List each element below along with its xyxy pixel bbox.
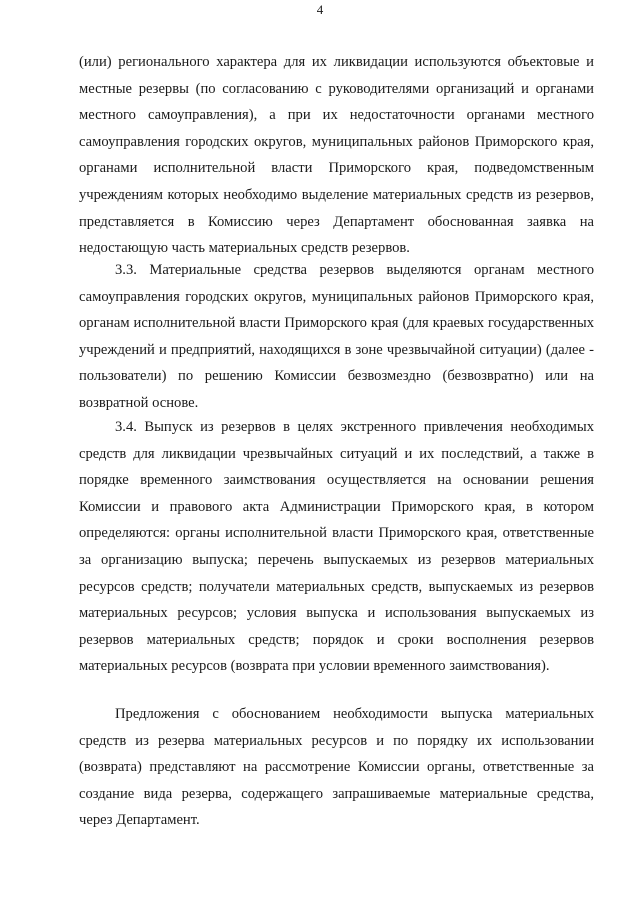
- paragraph-text: Предложения с обоснованием необходимости выпуска материальных средств из резерва материальных ресурсов и по порядку их использовании (возврата) представляют на рассмотрение Комиссии органы, ответственные за создание вида резерва, содержащего запрашиваемые материальные средства, через Департамент.: [79, 706, 594, 829]
- paragraph-continuation: [79, 49, 594, 262]
- paragraph-text: 3.3. Материальные средства резервов выделяются органам местного самоуправления городских округов, муниципальных районов Приморского края, органам исполнительной власти Приморского края (для краевых государственных учреждений и предприятий, находящихся в зоне чрезвычайной ситуации) (далее - пользователи) по решению Комиссии безвозмездно (безвозвратно) или на возвратной основе.: [79, 262, 594, 411]
- paragraph-text: 3.4. Выпуск из резервов в целях экстренного привлечения необходимых средств для ликвидации чрезвычайных ситуаций и их последствий, а также в порядке временного заимствования осуществляется на основании решения Комиссии и правового акта Администрации Приморского края, в котором определяются: органы исполнительной власти Приморского края, ответственные за организацию выпуска; перечень выпускаемых из резервов материальных ресурсов средств; получатели материальных средств, выпускаемых из резервов материальных ресурсов; условия выпуска и использования выпускаемых из резервов материальных средств; порядок и сроки восполнения резервов материальных ресурсов (возврата при условии временного заимствования).: [79, 419, 594, 675]
- paragraph-proposals: [79, 701, 594, 834]
- page-number: 4: [316, 2, 324, 17]
- paragraph-3-4: [79, 414, 594, 680]
- paragraph-3-3: [79, 257, 594, 417]
- paragraph-text: (или) регионального характера для их ликвидации используются объектовые и местные резервы (по согласованию с руководителями организаций и органами местного самоуправления), а при их недостаточности органами местного самоуправления городских округов, муниципальных районов Приморского края, органами исполнительной власти Приморского края, подведомственным учреждениям которых необходимо выделение материальных средств из резервов, представляется в Комиссию через Департамент обоснованная заявка на недостающую часть материальных средств резервов.: [79, 54, 594, 257]
